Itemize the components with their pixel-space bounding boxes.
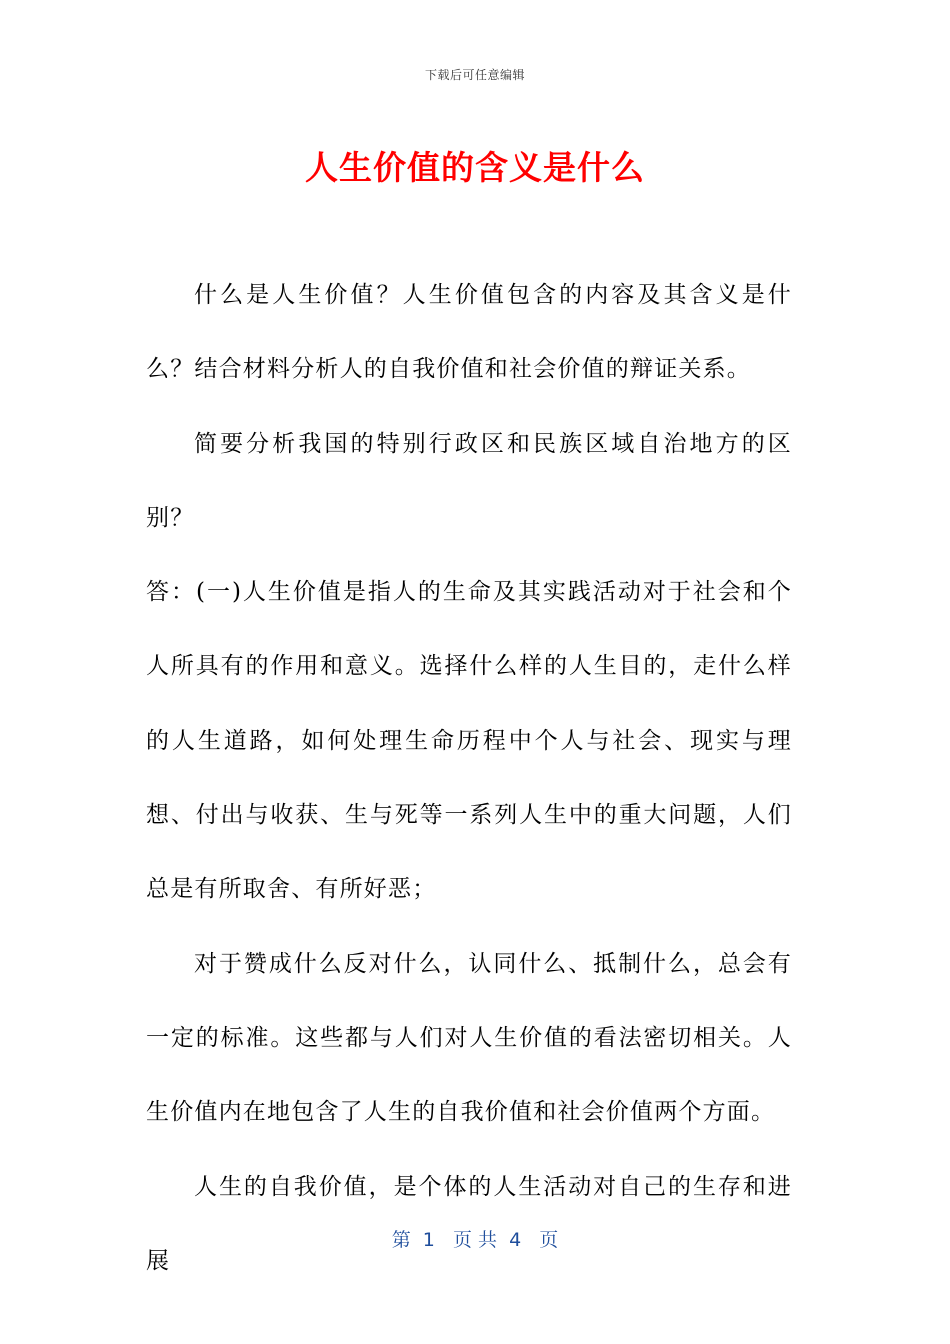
- paragraph-1: 什么是人生价值？人生价值包含的内容及其含义是什么？结合材料分析人的自我价值和社会价值的辩证关系。: [146, 282, 792, 383]
- document-title: 人生价值的含义是什么: [305, 148, 645, 187]
- paragraph-5: 人生的自我价值，是个体的人生活动对自己的生存和进展: [146, 1173, 792, 1274]
- document-body: [146, 258, 792, 1298]
- header-note: 下载后可任意编辑: [424, 68, 525, 82]
- page-number-footer: 第 1 页 共 4 页: [391, 1229, 559, 1251]
- paragraph-2: 简要分析我国的特别行政区和民族区域自治地方的区别？: [146, 430, 792, 531]
- paragraph-4: 对于赞成什么反对什么，认同什么、抵制什么，总会有一定的标准。这些都与人们对人生价值的看法密切相关。人生价值内在地包含了人生的自我价值和社会价值两个方面。: [146, 950, 792, 1126]
- paragraph-3: 答：(一)人生价值是指人的生命及其实践活动对于社会和个人所具有的作用和意义。选择什么样的人生目的，走什么样的人生道路，如何处理生命历程中个人与社会、现实与理想、付出与收获、生与死等一系列人生中的重大问题，人们总是有所取舍、有所好恶；: [146, 579, 792, 903]
